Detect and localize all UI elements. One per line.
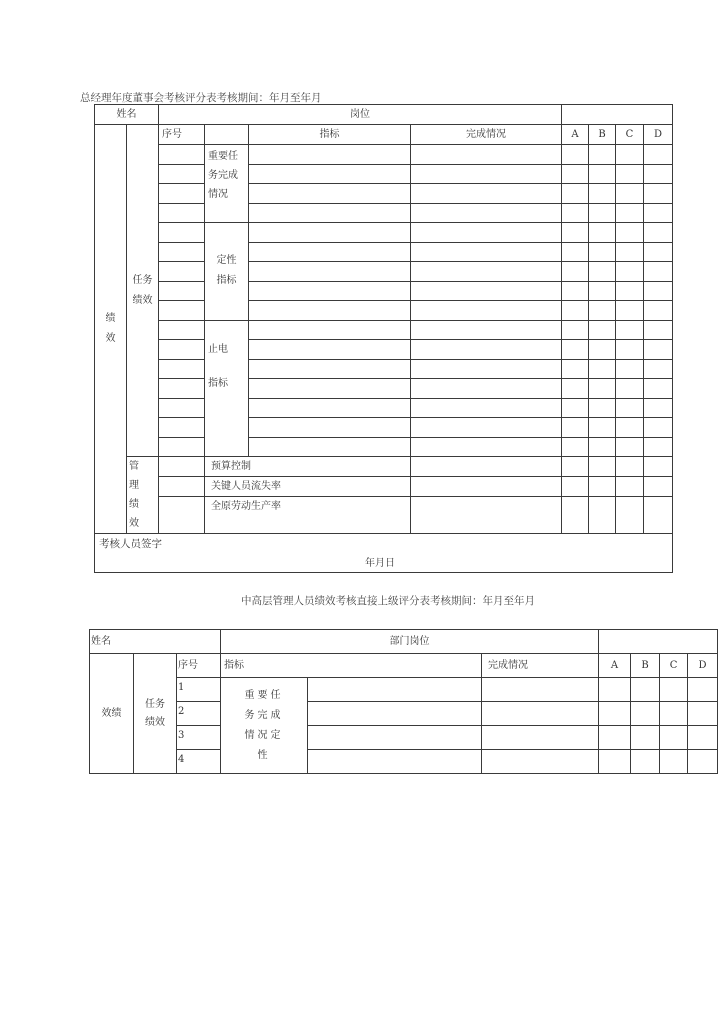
seq-cell[interactable]: [159, 184, 205, 204]
indicator-cell[interactable]: [249, 281, 411, 301]
grade-cell[interactable]: [562, 418, 589, 438]
group2-label: 定性 指标: [205, 223, 249, 321]
grade-cell[interactable]: [589, 379, 616, 399]
seq-cell[interactable]: [159, 398, 205, 418]
grade-cell[interactable]: [644, 301, 673, 321]
position-value[interactable]: [562, 105, 673, 125]
completion-cell[interactable]: [411, 203, 562, 223]
grade-cell[interactable]: [562, 457, 589, 477]
grade-cell[interactable]: [562, 203, 589, 223]
seq-cell[interactable]: [159, 437, 205, 457]
indicator-cell[interactable]: [249, 398, 411, 418]
seq-header: 序号: [177, 654, 221, 678]
grade-cell[interactable]: [688, 750, 718, 774]
indicator-cell[interactable]: [308, 726, 482, 750]
seq-cell[interactable]: [159, 359, 205, 379]
grade-cell[interactable]: [631, 702, 660, 726]
indicator-cell[interactable]: [308, 678, 482, 702]
name-label: 姓名: [95, 105, 159, 125]
indicator-cell[interactable]: [249, 164, 411, 184]
completion-cell[interactable]: [411, 262, 562, 282]
grade-cell[interactable]: [644, 497, 673, 534]
grade-cell[interactable]: [616, 457, 644, 477]
grade-cell[interactable]: [644, 262, 673, 282]
grade-cell[interactable]: [644, 281, 673, 301]
grade-cell[interactable]: [616, 242, 644, 262]
grade-cell[interactable]: [688, 678, 718, 702]
grade-cell[interactable]: [562, 398, 589, 418]
grade-cell[interactable]: [599, 702, 631, 726]
grade-cell[interactable]: [589, 340, 616, 360]
grade-cell[interactable]: [589, 242, 616, 262]
completion-cell[interactable]: [482, 726, 599, 750]
grade-cell[interactable]: [631, 678, 660, 702]
grade-cell[interactable]: [631, 750, 660, 774]
grade-cell[interactable]: [631, 726, 660, 750]
group3-label: 止电 指标: [205, 320, 249, 457]
indicator-cell[interactable]: [249, 223, 411, 243]
grade-cell[interactable]: [644, 359, 673, 379]
grade-cell[interactable]: [616, 359, 644, 379]
grade-a-header: A: [562, 125, 589, 145]
seq-cell[interactable]: [159, 340, 205, 360]
grade-cell[interactable]: [616, 418, 644, 438]
signature-label: 考核人员签字: [99, 538, 162, 550]
completion-cell[interactable]: [411, 281, 562, 301]
grade-cell[interactable]: [562, 477, 589, 497]
indicator-cell[interactable]: [249, 145, 411, 165]
grade-cell[interactable]: [599, 750, 631, 774]
indicator-cell[interactable]: [249, 320, 411, 340]
grade-cell[interactable]: [644, 398, 673, 418]
grade-cell[interactable]: [616, 497, 644, 534]
seq-number: 1: [177, 678, 221, 702]
completion-cell[interactable]: [411, 223, 562, 243]
grade-cell[interactable]: [589, 418, 616, 438]
grade-d-header: D: [688, 654, 718, 678]
indicator-cell[interactable]: [249, 262, 411, 282]
performance-label: 效绩: [90, 654, 134, 774]
grade-cell[interactable]: [562, 320, 589, 340]
grade-cell[interactable]: [562, 145, 589, 165]
grade-cell[interactable]: [562, 437, 589, 457]
task-performance-label: 任务 绩效: [127, 125, 159, 457]
completion-cell[interactable]: [482, 678, 599, 702]
grade-cell[interactable]: [562, 262, 589, 282]
grade-cell[interactable]: [562, 340, 589, 360]
grade-cell[interactable]: [562, 184, 589, 204]
completion-cell[interactable]: [411, 379, 562, 399]
grade-cell[interactable]: [644, 145, 673, 165]
completion-cell[interactable]: [482, 750, 599, 774]
grade-c-header: C: [660, 654, 688, 678]
completion-cell[interactable]: [411, 398, 562, 418]
grade-cell[interactable]: [644, 320, 673, 340]
grade-b-header: B: [589, 125, 616, 145]
indicator-cell[interactable]: [249, 184, 411, 204]
grade-c-header: C: [616, 125, 644, 145]
grade-cell[interactable]: [589, 145, 616, 165]
grade-cell[interactable]: [688, 702, 718, 726]
grade-cell[interactable]: [660, 750, 688, 774]
grade-cell[interactable]: [589, 437, 616, 457]
grade-cell[interactable]: [562, 301, 589, 321]
mgmt-item: 全原劳动生产率: [205, 497, 411, 534]
grade-cell[interactable]: [616, 223, 644, 243]
grade-cell[interactable]: [616, 301, 644, 321]
indicator-cell[interactable]: [249, 379, 411, 399]
grade-cell[interactable]: [589, 203, 616, 223]
completion-cell[interactable]: [411, 477, 562, 497]
task-performance-label: 任务 绩效: [134, 654, 177, 774]
grade-cell[interactable]: [589, 457, 616, 477]
form1-table: [94, 104, 673, 573]
completion-cell[interactable]: [411, 242, 562, 262]
grade-cell[interactable]: [616, 281, 644, 301]
grade-cell[interactable]: [644, 242, 673, 262]
name-label: 姓名: [90, 630, 221, 654]
indicator-header: 指标: [249, 125, 411, 145]
performance-label: 绩 效: [95, 125, 127, 534]
indicator-cell[interactable]: [249, 359, 411, 379]
group1-label: 重要任 务完成 情况: [205, 145, 249, 223]
seq-cell[interactable]: [159, 262, 205, 282]
indicator-header: 指标: [221, 654, 482, 678]
grade-cell[interactable]: [616, 340, 644, 360]
grade-cell[interactable]: [660, 702, 688, 726]
indicator-cell[interactable]: [249, 301, 411, 321]
indicator-cell[interactable]: [249, 203, 411, 223]
seq-cell[interactable]: [159, 164, 205, 184]
grade-cell[interactable]: [644, 379, 673, 399]
grade-cell[interactable]: [644, 203, 673, 223]
indicator-cell[interactable]: [308, 702, 482, 726]
position-label: 岗位: [159, 105, 562, 125]
grade-cell[interactable]: [644, 164, 673, 184]
grade-cell[interactable]: [562, 164, 589, 184]
completion-cell[interactable]: [411, 145, 562, 165]
completion-cell[interactable]: [411, 301, 562, 321]
grade-cell[interactable]: [616, 184, 644, 204]
grade-cell[interactable]: [616, 477, 644, 497]
seq-number: 3: [177, 726, 221, 750]
grade-a-header: A: [599, 654, 631, 678]
completion-cell[interactable]: [482, 702, 599, 726]
grade-cell[interactable]: [616, 398, 644, 418]
completion-cell[interactable]: [411, 340, 562, 360]
grade-cell[interactable]: [562, 242, 589, 262]
grade-cell[interactable]: [599, 678, 631, 702]
dept-position-value[interactable]: [599, 630, 718, 654]
grade-cell[interactable]: [589, 281, 616, 301]
indicator-cell[interactable]: [249, 418, 411, 438]
grade-cell[interactable]: [562, 281, 589, 301]
seq-cell[interactable]: [159, 457, 205, 477]
seq-header: 序号: [159, 125, 205, 145]
seq-cell[interactable]: [159, 320, 205, 340]
indicator-cell[interactable]: [249, 340, 411, 360]
grade-cell[interactable]: [589, 164, 616, 184]
indicator-cell[interactable]: [249, 437, 411, 457]
grade-b-header: B: [631, 654, 660, 678]
grade-cell[interactable]: [589, 301, 616, 321]
grade-cell[interactable]: [562, 379, 589, 399]
indicator-cell[interactable]: [249, 242, 411, 262]
seq-cell[interactable]: [159, 477, 205, 497]
grade-cell[interactable]: [589, 320, 616, 340]
grade-cell[interactable]: [589, 398, 616, 418]
date-label: 年月日: [365, 558, 395, 569]
seq-cell[interactable]: [159, 379, 205, 399]
seq-cell[interactable]: [159, 301, 205, 321]
grade-cell[interactable]: [644, 418, 673, 438]
grade-cell[interactable]: [644, 340, 673, 360]
grade-cell[interactable]: [589, 184, 616, 204]
grade-cell[interactable]: [562, 497, 589, 534]
completion-cell[interactable]: [411, 497, 562, 534]
grade-cell[interactable]: [688, 726, 718, 750]
grade-cell[interactable]: [616, 145, 644, 165]
form1-title: 总经理年度董事会考核评分表考核期间：年月至年月: [80, 92, 322, 104]
signature-row[interactable]: [95, 534, 673, 573]
grade-cell[interactable]: [589, 223, 616, 243]
grade-cell[interactable]: [616, 437, 644, 457]
grade-cell[interactable]: [589, 477, 616, 497]
grade-cell[interactable]: [589, 262, 616, 282]
seq-number: 2: [177, 702, 221, 726]
grade-cell[interactable]: [599, 726, 631, 750]
mgmt-label: 管 理 绩 效: [127, 457, 159, 534]
grade-cell[interactable]: [660, 726, 688, 750]
mgmt-item: 关键人员流失率: [205, 477, 411, 497]
grade-cell[interactable]: [562, 223, 589, 243]
completion-cell[interactable]: [411, 457, 562, 477]
grade-cell[interactable]: [616, 379, 644, 399]
form2-table: [89, 629, 718, 774]
form2-title: 中高层管理人员绩效考核直接上级评分表考核期间：年月至年月: [241, 595, 535, 607]
completion-header: 完成情况: [482, 654, 599, 678]
grade-cell[interactable]: [589, 359, 616, 379]
grade-cell[interactable]: [616, 164, 644, 184]
completion-cell[interactable]: [411, 320, 562, 340]
grade-cell[interactable]: [616, 320, 644, 340]
seq-cell[interactable]: [159, 242, 205, 262]
grade-cell[interactable]: [660, 678, 688, 702]
seq-cell[interactable]: [159, 418, 205, 438]
completion-cell[interactable]: [411, 359, 562, 379]
grade-d-header: D: [644, 125, 673, 145]
indicator-cell[interactable]: [308, 750, 482, 774]
seq-number: 4: [177, 750, 221, 774]
grade-cell[interactable]: [562, 359, 589, 379]
grade-cell[interactable]: [616, 203, 644, 223]
grade-cell[interactable]: [644, 184, 673, 204]
mgmt-item: 预算控制: [205, 457, 411, 477]
grade-cell[interactable]: [644, 223, 673, 243]
grade-cell[interactable]: [644, 477, 673, 497]
seq-cell[interactable]: [159, 497, 205, 534]
grade-cell[interactable]: [589, 497, 616, 534]
seq-cell[interactable]: [159, 281, 205, 301]
seq-cell[interactable]: [159, 145, 205, 165]
seq-cell[interactable]: [159, 203, 205, 223]
grade-cell[interactable]: [644, 437, 673, 457]
group-label: 重要任 务完成 情况定 性: [221, 678, 308, 774]
completion-header: 完成情况: [411, 125, 562, 145]
completion-cell[interactable]: [411, 164, 562, 184]
dept-position-label: 部门岗位: [221, 630, 599, 654]
completion-cell[interactable]: [411, 418, 562, 438]
completion-cell[interactable]: [411, 184, 562, 204]
completion-cell[interactable]: [411, 437, 562, 457]
grade-cell[interactable]: [616, 262, 644, 282]
seq-cell[interactable]: [159, 223, 205, 243]
grade-cell[interactable]: [644, 457, 673, 477]
